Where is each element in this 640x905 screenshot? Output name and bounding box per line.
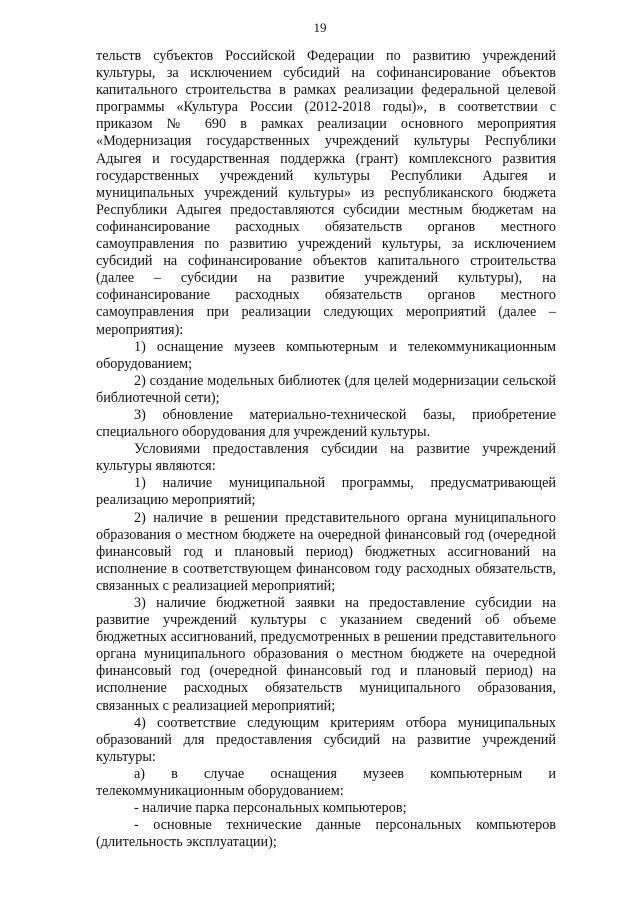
paragraph-criteria-a-2: - основные технические данные персональных компьютеров (длительность эксплуатации);: [96, 817, 556, 851]
paragraph-conditions: Условиями предоставления субсидии на развитие учреждений культуры являются:: [96, 441, 556, 475]
document-body: [96, 48, 556, 851]
paragraph-criteria-a-1: - наличие парка персональных компьютеров;: [134, 800, 407, 817]
paragraph-intro: тельств субъектов Российской Федерации по развитию учреждений культуры, за исключением субсидий на софинансирование объектов капитального строительства в рамках реализации федеральной целевой программы «Культура России (2012-2018 годы)», в соответствии с приказом № 690 в рамках реализации основного мероприятия «Модернизация государственных учреждений культуры Республики Адыгея и государственная поддержка (грант) комплексного развития государственных учреждений культуры Республики Адыгея и муниципальных учреждений культуры» из республиканского бюджета Республики Адыгея предоставляются субсидии местным бюджетам на софинансирование расходных обязательств органов местного самоуправления по развитию учреждений культуры, за исключением субсидий на софинансирование объектов капитального строительства (далее – субсидии на развитие учреждений культуры), на софинансирование расходных обязательств органов местного самоуправления при реализации следующих мероприятий (далее – мероприятия):: [96, 48, 556, 338]
paragraph-item-1: 1) оснащение музеев компьютерным и телекоммуникационным оборудованием;: [96, 338, 556, 372]
paragraph-condition-1: 1) наличие муниципальной программы, предусматривающей реализацию мероприятий;: [96, 475, 556, 509]
paragraph-criteria-a: а) в случае оснащения музеев компьютерным и телекоммуникационным оборудованием:: [96, 765, 556, 800]
paragraph-condition-3: 3) наличие бюджетной заявки на предоставление субсидии на развитие учреждений культуры с указанием сведений об объеме бюджетных ассигнований, предусмотренных в решении представительного органа муниципального образования о местном бюджете на очередной финансовый год (очередной финансовый год и плановый период) на исполнение расходных обязательств муниципального образования, связанных с реализацией мероприятий;: [96, 595, 556, 714]
paragraph-item-3: 3) обновление материально-технической базы, приобретение специального оборудования для учреждений культуры.: [96, 406, 556, 441]
paragraph-condition-4: 4) соответствие следующим критериям отбора муниципальных образований для предоставления субсидий на развитие учреждений культуры:: [96, 714, 556, 765]
paragraph-condition-2: 2) наличие в решении представительного органа муниципального образования о местном бюджете на очередной финансовый год (очередной финансовый год и плановый период) бюджетных ассигнований на исполнение в соответствующем финансовом году расходных обязательств, связанных с реализацией мероприятий;: [96, 509, 556, 594]
paragraph-item-2: 2) создание модельных библиотек (для целей модернизации сельской библиотечной сети);: [96, 372, 556, 406]
page-number: 19: [313, 20, 327, 35]
